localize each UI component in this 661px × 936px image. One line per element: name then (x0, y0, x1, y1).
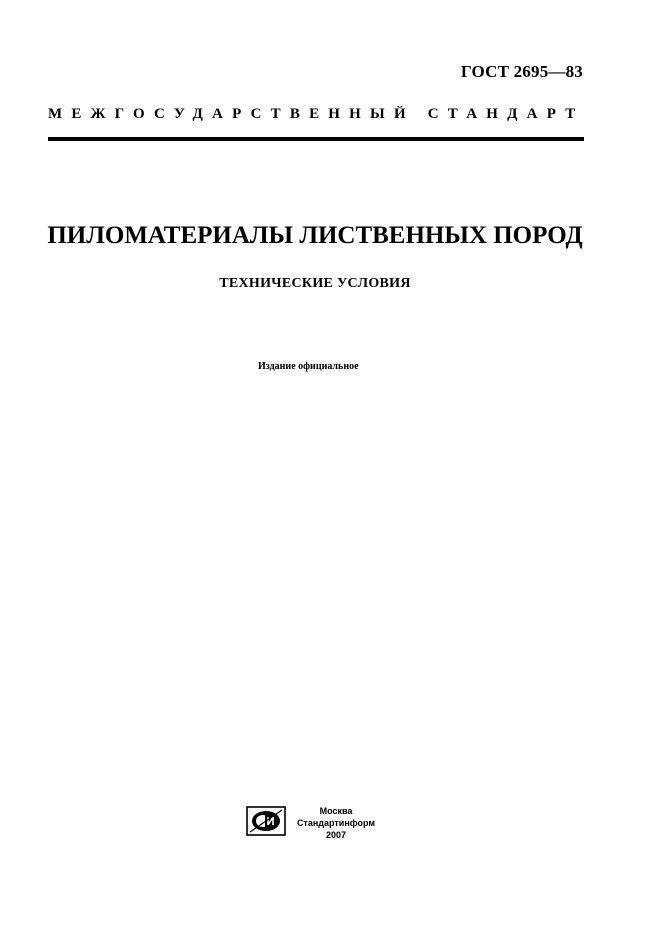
imprint-year: 2007 (325, 830, 347, 840)
imprint-city: Москва (319, 806, 353, 816)
document-number: ГОСТ 2695—83 (460, 62, 583, 81)
imprint-publisher: Стандартинформ (296, 818, 376, 828)
edition-note: Издание официальное (258, 361, 359, 372)
document-title: ПИЛОМАТЕРИАЛЫ ЛИСТВЕННЫХ ПОРОД (47, 222, 583, 249)
imprint-block (296, 805, 376, 841)
header-divider (48, 137, 584, 141)
standartinform-logo (246, 806, 286, 836)
standard-type-heading: МЕЖГОСУДАРСТВЕННЫЙ СТАНДАРТ (48, 106, 584, 122)
document-subtitle: ТЕХНИЧЕСКИЕ УСЛОВИЯ (219, 276, 411, 291)
